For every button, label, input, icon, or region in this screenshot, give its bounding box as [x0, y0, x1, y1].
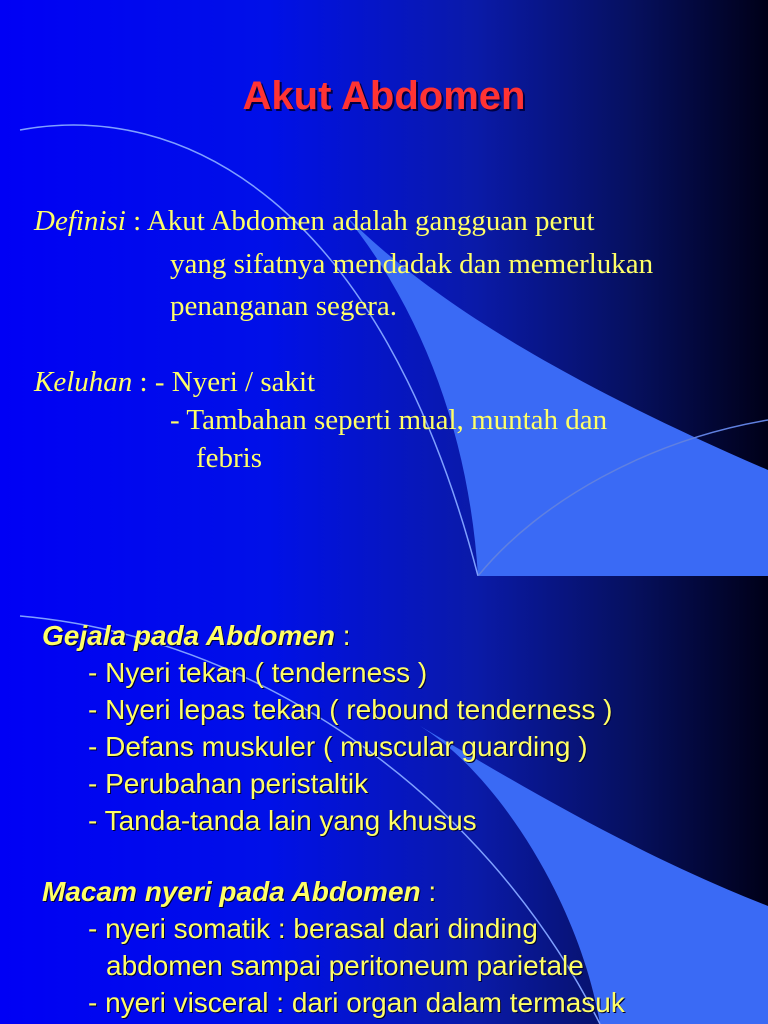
keluhan-separator: :: [132, 366, 155, 398]
macam-colon: :: [420, 876, 437, 907]
gejala-heading: Gejala pada Abdomen: [42, 620, 336, 651]
macam-line-1: - nyeri somatik : berasal dari dinding: [88, 913, 538, 944]
macam-heading-line: [42, 876, 436, 908]
definisi-text-1: Akut Abdomen adalah gangguan perut: [146, 205, 595, 237]
gejala-item-2: - Nyeri lepas tekan ( rebound tenderness ): [88, 694, 613, 725]
definisi-separator: :: [125, 205, 147, 237]
gejala-item-1: - Nyeri tekan ( tenderness ): [88, 657, 428, 688]
keluhan-label: Keluhan: [34, 366, 133, 398]
definisi-line-1: [34, 205, 595, 238]
definisi-label: Definisi: [34, 205, 126, 237]
macam-line-3: - nyeri visceral : dari organ dalam termasuk: [88, 987, 625, 1018]
slide-title: Akut Abdomen: [242, 74, 526, 118]
macam-line-2: abdomen sampai peritoneum parietale: [106, 950, 584, 981]
keluhan-text-3: febris: [196, 442, 263, 474]
slide-2: [0, 576, 768, 1024]
definisi-text-2: yang sifatnya mendadak dan memerlukan: [170, 248, 654, 280]
keluhan-line-1: [34, 366, 315, 399]
keluhan-text-2: - Tambahan seperti mual, muntah dan: [170, 404, 608, 436]
definisi-text-3: penanganan segera.: [170, 290, 398, 322]
gejala-item-4: - Perubahan peristaltik: [88, 768, 369, 799]
keluhan-text-1: - Nyeri / sakit: [154, 366, 316, 398]
gejala-colon: :: [335, 620, 351, 651]
gejala-heading-line: [42, 620, 351, 652]
gejala-item-3: - Defans muskuler ( muscular guarding ): [88, 731, 588, 762]
macam-heading: Macam nyeri pada Abdomen: [42, 876, 421, 907]
gejala-item-5: - Tanda-tanda lain yang khusus: [88, 805, 477, 836]
